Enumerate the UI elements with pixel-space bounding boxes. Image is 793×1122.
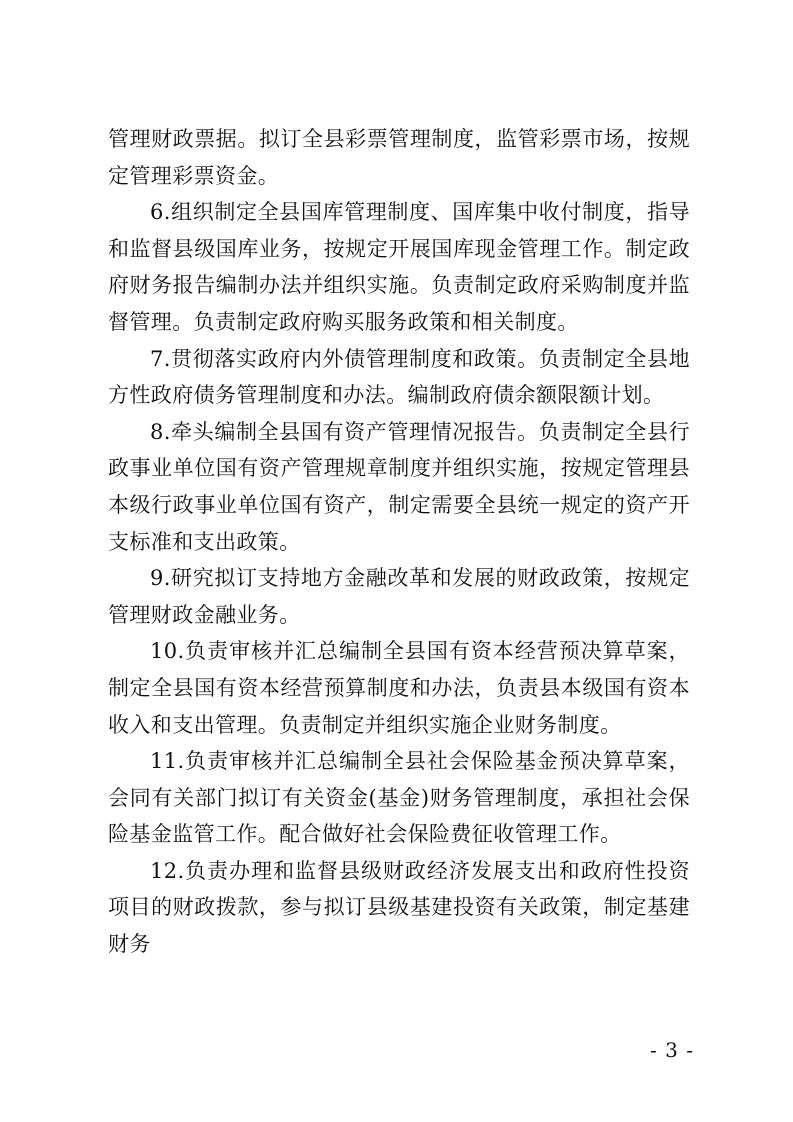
paragraph-7: 11.负责审核并汇总编制全县社会保险基金预决算草案，会同有关部门拟订有关资金(基金)财务管理制度，承担社会保险基金监管工作。配合做好社会保险费征收管理工作。 xyxy=(108,749,690,847)
paragraph-4: 8.牵头编制全县国有资产管理情况报告。负责制定全县行政事业单位国有资产管理规章制度并组织实施，按规定管理县本级行政事业单位国有资产，制定需要全县统一规定的资产开支标准和支出政策。 xyxy=(108,419,690,554)
paragraph-1: 管理财政票据。拟订全县彩票管理制度，监管彩票市场，按规定管理彩票资金。 xyxy=(108,127,690,188)
paragraph-2: 6.组织制定全县国库管理制度、国库集中收付制度，指导和监督县级国库业务，按规定开展国库现金管理工作。制定政府财务报告编制办法并组织实施。负责制定政府采购制度并监督管理。负责制定政府购买服务政策和相关制度。 xyxy=(108,200,690,334)
document-body xyxy=(108,121,690,963)
paragraph-8: 12.负责办理和监督县级财政经济发展支出和政府性投资项目的财政拨款，参与拟订县级基建投资有关政策，制定基建财务 xyxy=(108,858,690,957)
paragraph-3: 7.贯彻落实政府内外债管理制度和政策。负责制定全县地方性政府债务管理制度和办法。编制政府债余额限额计划。 xyxy=(108,346,690,408)
paragraph-6: 10.负责审核并汇总编制全县国有资本经营预决算草案，制定全县国有资本经营预算制度和办法，负责县本级国有资本收入和支出管理。负责制定并组织实施企业财务制度。 xyxy=(108,639,690,737)
page-number: - 3 - xyxy=(650,1038,694,1062)
paragraph-5: 9.研究拟订支持地方金融改革和发展的财政政策，按规定管理财政金融业务。 xyxy=(108,566,690,627)
